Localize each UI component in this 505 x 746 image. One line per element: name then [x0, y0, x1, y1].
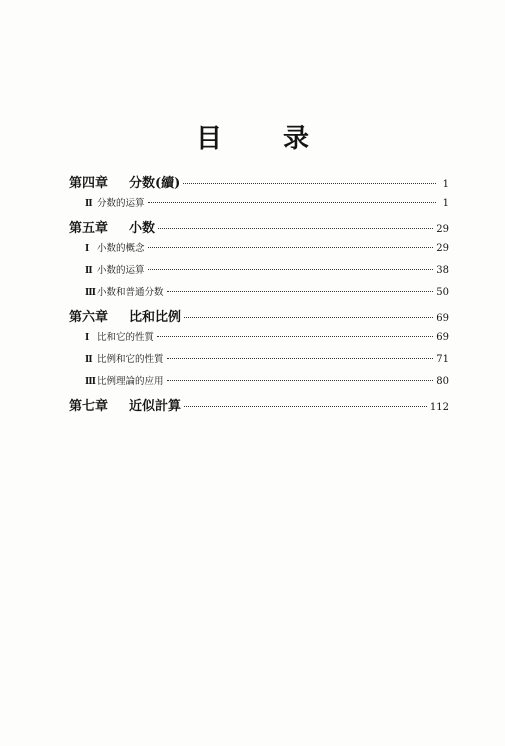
dot-leader	[148, 247, 434, 248]
section-title: 比例理論的应用	[97, 376, 164, 387]
page-number: 38	[436, 265, 449, 276]
page-number: 29	[436, 224, 449, 235]
toc-section-row[interactable]	[69, 284, 449, 306]
section-number: Ⅱ	[85, 199, 93, 209]
chapter-title: 小数	[129, 221, 156, 236]
toc-chapter-row[interactable]	[69, 395, 449, 418]
dot-leader	[167, 358, 434, 359]
page-number: 71	[436, 354, 449, 365]
chapter-number: 第六章	[69, 310, 109, 325]
section-number: Ⅰ	[85, 333, 90, 343]
dot-leader	[158, 228, 433, 229]
page-number: 69	[436, 313, 449, 324]
toc-section-row[interactable]	[69, 329, 449, 351]
page-number: 50	[436, 287, 449, 298]
toc-chapter-row[interactable]	[69, 306, 449, 329]
toc-section-row[interactable]	[69, 240, 449, 262]
toc-section-row[interactable]	[69, 351, 449, 373]
dot-leader	[148, 202, 436, 203]
section-number: Ⅱ	[85, 355, 93, 365]
section-number: Ⅲ	[85, 377, 96, 387]
toc-section-row[interactable]	[69, 262, 449, 284]
dot-leader	[184, 317, 433, 318]
chapter-title: 比和比例	[129, 310, 182, 325]
toc-section-row[interactable]	[69, 195, 449, 217]
section-title: 小数的运算	[97, 265, 145, 276]
toc-chapter-row[interactable]	[69, 172, 449, 195]
section-title: 比例和它的性質	[97, 354, 164, 365]
section-number: Ⅱ	[85, 266, 93, 276]
dot-leader	[157, 336, 433, 337]
chapter-title: 分数(續)	[129, 176, 181, 191]
section-title: 小数和普通分数	[97, 287, 164, 298]
chapter-number: 第四章	[69, 176, 109, 191]
chapter-number: 第七章	[69, 399, 109, 414]
page-number: 1	[442, 198, 449, 209]
page-number: 29	[436, 243, 449, 254]
page-title: 目 录	[195, 124, 336, 154]
page-number: 80	[436, 376, 449, 387]
dot-leader	[167, 380, 434, 381]
dot-leader	[183, 183, 436, 184]
section-title: 分数的运算	[97, 198, 145, 209]
page-number: 1	[442, 179, 449, 190]
section-title: 比和它的性質	[97, 332, 155, 343]
page-number: 69	[436, 332, 449, 343]
dot-leader	[167, 291, 434, 292]
dot-leader	[148, 269, 434, 270]
section-number: Ⅰ	[85, 244, 90, 254]
dot-leader	[184, 406, 427, 407]
chapter-title: 近似計算	[129, 399, 182, 414]
section-title: 小数的概念	[97, 243, 145, 254]
page-number: 112	[429, 402, 449, 413]
chapter-number: 第五章	[69, 221, 109, 236]
section-number: Ⅲ	[85, 288, 96, 298]
toc-chapter-row[interactable]	[69, 217, 449, 240]
toc-section-row[interactable]	[69, 373, 449, 395]
table-of-contents	[69, 172, 449, 418]
